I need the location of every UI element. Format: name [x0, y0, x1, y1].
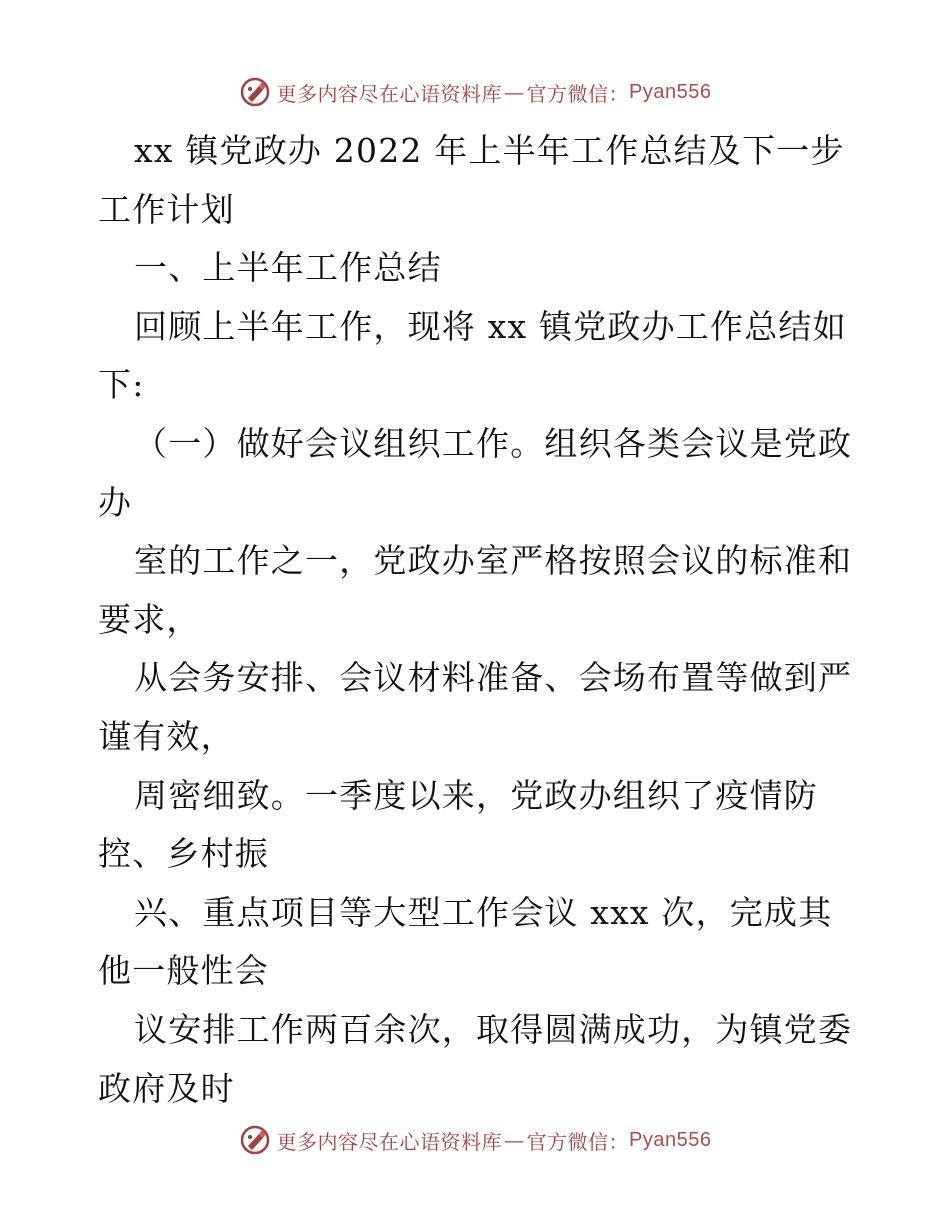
banner-text: 更多内容尽在心语资料库 — [276, 1129, 503, 1154]
doc-title-line-1: xx 镇党政办 2022 年上半年工作总结及下一步 — [134, 131, 845, 170]
brand-logo-icon — [239, 1124, 271, 1156]
document-body — [98, 122, 858, 1118]
paragraph-line: 谨有效， — [98, 716, 235, 756]
banner-wechat-id: Pyan556 — [629, 1128, 712, 1151]
paragraph-line: 议安排工作两百余次，取得圆满成功，为镇党委 — [134, 1009, 853, 1049]
paragraph-line: 办 — [98, 482, 133, 522]
paragraph-line: 控、乡村振 — [98, 834, 269, 874]
paragraph-line: 政府及时 — [98, 1068, 235, 1108]
banner-label: 官方微信： — [526, 1129, 630, 1154]
banner-label: 官方微信： — [526, 81, 630, 106]
section-heading: 一、上半年工作总结 — [134, 248, 442, 288]
banner-text: 更多内容尽在心语资料库 — [276, 81, 503, 106]
doc-title-line-2: 工作计划 — [98, 189, 235, 229]
footer-banner — [0, 1120, 950, 1160]
header-banner — [0, 72, 950, 112]
paragraph-line: 周密细致。一季度以来，党政办组织了疫情防 — [134, 775, 818, 815]
brand-logo-icon — [239, 76, 271, 108]
paragraph-line: 从会务安排、会议材料准备、会场布置等做到严 — [134, 658, 853, 698]
paragraph-line: 下: — [98, 365, 145, 405]
paragraph-line: 回顾上半年工作，现将 xx 镇党政办工作总结如 — [134, 306, 847, 346]
paragraph-line: 要求， — [98, 599, 201, 639]
paragraph-line: （一）做好会议组织工作。组织各类会议是党政 — [134, 423, 853, 463]
banner-separator: — — [504, 80, 525, 104]
paragraph-line: 他一般性会 — [98, 951, 269, 991]
banner-separator: — — [504, 1128, 525, 1152]
paragraph-line: 兴、重点项目等大型工作会议 xxx 次，完成其 — [134, 892, 833, 932]
paragraph-line: 室的工作之一，党政办室严格按照会议的标准和 — [134, 541, 853, 581]
banner-wechat-id: Pyan556 — [629, 80, 712, 103]
